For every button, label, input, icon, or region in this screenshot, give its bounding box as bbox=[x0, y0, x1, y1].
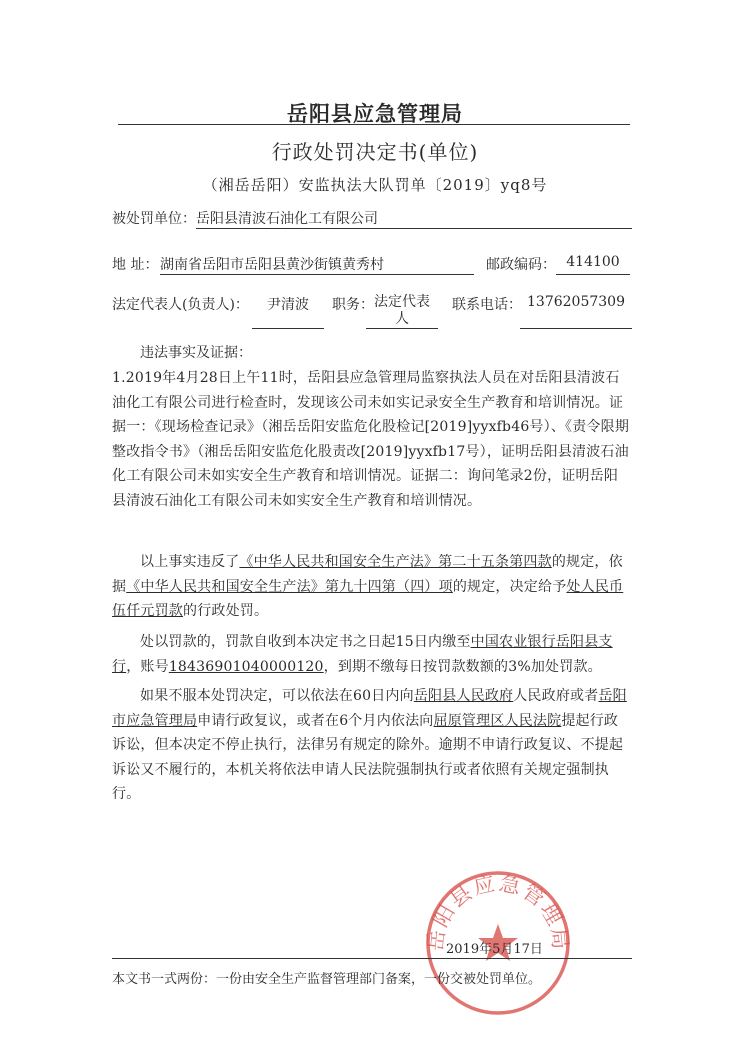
evidence-text: 1.2019年4月28日上午11时，岳阳县应急管理局监察执法人员在对岳阳县清波石油化工有限公司进行检查时，发现该公司未如实记录安全生产教育和培训情况。证据一：《现场检查记录》（湘岳岳阳安监危化股检记[2019]yyxfb46号）、《责令限期整改指令书》（湘岳岳阳安监危化股责改[2019]yyxfb17号），证明岳阳县清波石油化工有限公司未如实安全生产教育和培训情况。证据二：询问笔录2份，证明岳阳县清波石油化工有限公司未如实安全生产教育和培训情况。 bbox=[112, 370, 630, 509]
penalty: 处人民币伍仟元罚款 bbox=[112, 578, 624, 620]
para3-b: ，账号 bbox=[126, 658, 169, 675]
para4-c: 申请行政复议，或者在6个月内依法向 bbox=[197, 712, 434, 729]
postcode-value: 414100 bbox=[556, 254, 630, 275]
org-title: 岳阳县应急管理局 bbox=[287, 101, 463, 126]
rep-value: 尹清波 bbox=[252, 294, 324, 329]
address-value: 湖南省岳阳市岳阳县黄沙街镇黄秀村 bbox=[160, 254, 474, 275]
phone-value: 13762057309 bbox=[520, 294, 632, 329]
rep-label: 法定代表人(负责人)： bbox=[112, 297, 249, 313]
postcode-label: 邮政编码： bbox=[486, 257, 556, 273]
para4-d: 提起行政诉讼，但本决定不停止执行，法律另有规定的除外。逾期不申请行政复议、不提起诉讼又不履行的，本机关将依法申请人民法院强制执行或者依照有关规定强制执行。 bbox=[112, 712, 624, 803]
header-rule bbox=[118, 124, 630, 125]
para2-a: 以上事实违反了 bbox=[140, 554, 240, 570]
seal-text-path: 岳阳县应急管理局 bbox=[423, 871, 573, 953]
basis-law: 《中华人民共和国安全生产法》第九十四第（四）项 bbox=[126, 578, 453, 595]
party-value: 岳阳县清波石油化工有限公司 bbox=[196, 208, 632, 229]
phone-label: 联系电话： bbox=[452, 297, 522, 313]
violated-law: 《中华人民共和国安全生产法》第二十五条第四款 bbox=[239, 554, 552, 570]
appeal-paragraph bbox=[112, 684, 632, 807]
job-title-line-2: 人 bbox=[395, 311, 409, 327]
facts-paragraph bbox=[112, 366, 632, 514]
review-department: 岳阳市应急管理局 bbox=[112, 688, 627, 729]
para4-b: 人民政府或者 bbox=[513, 688, 599, 704]
para2-b: 的规定，依据 bbox=[112, 554, 623, 595]
address-label: 地 址： bbox=[112, 257, 159, 273]
footer-rule bbox=[112, 958, 632, 959]
doc-title: 行政处罚决定书(单位) bbox=[271, 140, 479, 164]
para3-a: 处以罚款的，罚款自收到本决定书之日起15日内缴至 bbox=[140, 634, 471, 650]
footer-note: 本文书一式两份：一份由安全生产监督管理部门备案，一份交被处罚单位。 bbox=[112, 972, 542, 987]
facts-heading: 违法事实及证据： bbox=[140, 345, 252, 361]
government-name: 岳阳县人民政府 bbox=[413, 688, 514, 704]
issue-date: 2019年5月17日 bbox=[446, 942, 543, 957]
doc-number: （湘岳岳阳）安监执法大队罚单〔2019〕yq8号 bbox=[202, 176, 548, 194]
para2-d: 的行政处罚。 bbox=[183, 603, 269, 620]
job-title-value bbox=[366, 294, 438, 329]
para2-c: 的规定，决定给予 bbox=[452, 578, 567, 595]
para3-c: ，到期不缴每日按罚款数额的3%加处罚款。 bbox=[323, 658, 602, 675]
court-name: 屈原管理区人民法院 bbox=[433, 712, 562, 729]
payment-paragraph bbox=[112, 630, 632, 679]
bank-name: 中国农业银行岳阳县支行 bbox=[112, 634, 613, 675]
job-title-label: 职务： bbox=[332, 297, 374, 313]
party-label: 被处罚单位： bbox=[112, 211, 196, 227]
violation-paragraph bbox=[112, 550, 632, 624]
account-number: 18436901040000120 bbox=[168, 658, 324, 675]
para4-a: 如果不服本处罚决定，可以依法在60日内向 bbox=[140, 688, 414, 704]
job-title-line-1: 法定代表 bbox=[374, 294, 430, 310]
